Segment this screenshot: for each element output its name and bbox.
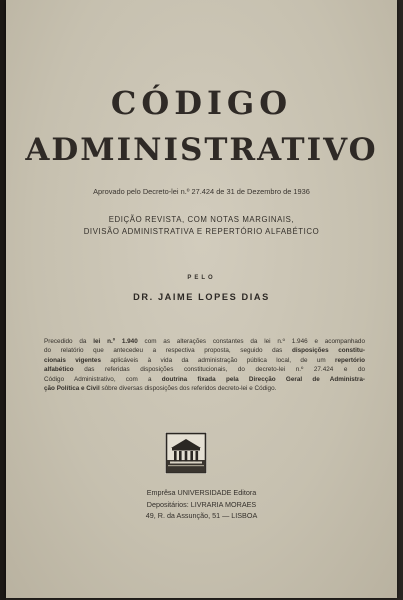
approval-note: Aprovado pelo Decreto-lei n.º 27.424 de 31 de Dezembro de 1936 <box>93 187 310 196</box>
publisher-line-3: 49, R. da Assunção, 51 — LISBOA <box>145 511 258 520</box>
description-line-5: Código Administrativo, com a doutrina fixada pela Direcção Geral de Administra- <box>44 375 365 383</box>
edition-line-2: DIVISÃO ADMINISTRATIVA E REPERTÓRIO ALFABÉTICO <box>83 227 320 236</box>
description-line-6: ção Política e Civil sôbre diversas disposições dos referidos decreto-lei e Código. <box>44 385 277 393</box>
publisher-line-2: Depositários: LIVRARIA MORAES <box>146 499 257 509</box>
edition-line-1: EDIÇÃO REVISTA, COM NOTAS MARGINAIS, <box>108 215 295 224</box>
description-paragraph <box>44 337 365 393</box>
description-line-3: cionais vigentes aplicáveis à vida da administração pública local, de um repertório <box>44 356 365 364</box>
description-line-2: do relatório que antecedeu a respectiva proposta, seguido das disposições constitu- <box>44 347 365 355</box>
title-page <box>6 0 397 598</box>
by-label: PELO <box>187 275 216 281</box>
publisher-info <box>6 487 397 522</box>
publisher-line-1: Emprêsa UNIVERSIDADE Editora <box>146 488 257 497</box>
edition-note <box>6 214 397 238</box>
title-line-2: ADMINISTRATIVO <box>25 132 378 168</box>
description-line-4: alfabético das referidas disposições constitucionais, do decreto-lei n.º 27.424 e do <box>44 366 365 374</box>
author-name: DR. JAIME LOPES DIAS <box>133 292 270 302</box>
description-line-1: Precedido da lei n.º 1.940 com as alterações constantes da lei n.º 1.946 e acompanhado <box>44 338 365 345</box>
university-building-icon <box>165 432 207 474</box>
title-line-1: CÓDIGO <box>110 84 293 122</box>
